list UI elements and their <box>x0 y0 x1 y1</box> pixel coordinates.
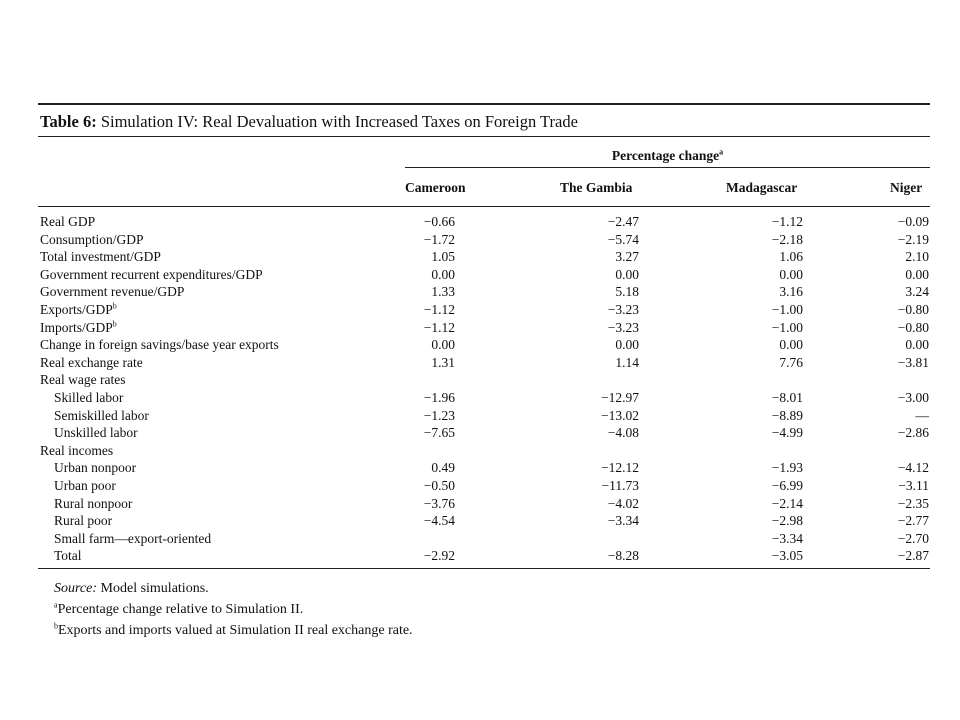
cell-the-gambia: −4.02 <box>607 495 639 511</box>
footnote-b-mark: b <box>54 621 58 631</box>
row-label <box>40 371 125 389</box>
spanner-label: Percentage change <box>611 148 720 163</box>
row-label-text: Real incomes <box>40 442 114 458</box>
column-spanner <box>405 148 930 164</box>
table-top-rule <box>38 103 930 105</box>
table-row <box>0 530 960 548</box>
cell-cameroon: −2.92 <box>423 548 455 564</box>
cell-the-gambia: −11.73 <box>601 478 639 493</box>
row-label <box>54 477 116 495</box>
cell-cameroon: −3.76 <box>423 495 455 511</box>
row-label <box>54 495 132 513</box>
cell-madagascar: −4.99 <box>771 425 803 441</box>
row-label-text: Small farm—export-oriented <box>54 530 212 546</box>
cell-madagascar: −1.00 <box>771 302 803 317</box>
cell-cameroon: −1.72 <box>423 231 455 247</box>
cell-the-gambia: −5.74 <box>607 231 639 247</box>
cell-madagascar: −1.12 <box>771 214 803 229</box>
table-row <box>0 354 960 372</box>
cell-the-gambia: −13.02 <box>601 407 639 423</box>
cell-the-gambia: 0.00 <box>615 337 639 353</box>
row-label <box>40 266 263 284</box>
table-row <box>0 459 960 477</box>
row-label-text: Semiskilled labor <box>54 407 149 423</box>
col-header-madagascar: Madagascar <box>726 180 798 195</box>
col-header-the-gambia: The Gambia <box>560 180 633 195</box>
cell-madagascar: 7.76 <box>779 354 803 370</box>
row-label-text: Rural nonpoor <box>54 495 133 511</box>
row-label <box>54 530 211 548</box>
cell-niger: −0.80 <box>897 302 929 317</box>
table-bottom-rule <box>38 568 930 569</box>
row-label-text: Imports/GDP <box>40 319 113 335</box>
cell-the-gambia: 0.00 <box>615 266 639 282</box>
cell-cameroon: 0.00 <box>431 337 455 353</box>
cell-the-gambia: −12.97 <box>601 390 639 405</box>
row-label <box>40 336 279 354</box>
row-label <box>40 442 113 460</box>
table-caption: Simulation IV: Real Devaluation with Increased Taxes on Foreign Trade <box>100 112 578 131</box>
row-label-text: Urban poor <box>54 478 116 493</box>
row-label-text: Real exchange rate <box>40 354 143 370</box>
table-row <box>0 266 960 284</box>
cell-the-gambia: −3.23 <box>607 302 639 317</box>
table-row <box>0 442 960 460</box>
cell-cameroon: −1.23 <box>423 407 455 423</box>
table-row <box>0 547 960 565</box>
source-label: Source: <box>54 581 98 596</box>
table-row <box>0 512 960 530</box>
cell-niger: −2.77 <box>897 513 929 529</box>
row-label <box>54 459 136 477</box>
row-label <box>40 213 95 231</box>
cell-niger: −3.81 <box>897 354 929 370</box>
cell-cameroon: −1.12 <box>423 319 455 335</box>
row-label <box>40 319 117 337</box>
table-row <box>0 371 960 389</box>
row-label-text: Unskilled labor <box>54 425 138 441</box>
table-row <box>0 495 960 513</box>
row-label <box>40 283 184 301</box>
cell-cameroon: 0.00 <box>431 266 455 282</box>
table-row <box>0 301 960 319</box>
cell-madagascar: −2.18 <box>771 231 803 247</box>
cell-niger: 2.10 <box>905 249 929 265</box>
row-label-text: Government revenue/GDP <box>40 284 185 300</box>
table-row <box>0 283 960 301</box>
col-header-niger: Niger <box>890 180 923 195</box>
cell-madagascar: −3.34 <box>771 530 803 546</box>
source-text: Model simulations. <box>100 581 209 596</box>
footnote-a <box>54 599 413 620</box>
title-rule <box>38 136 930 137</box>
cell-madagascar: −6.99 <box>771 478 803 493</box>
footnote-b-text: Exports and imports valued at Simulation II real exchange rate. <box>58 623 413 638</box>
table-row <box>0 231 960 249</box>
cell-cameroon: −4.54 <box>423 513 455 529</box>
cell-niger: −2.19 <box>897 231 929 247</box>
cell-madagascar: 3.16 <box>779 284 803 300</box>
cell-niger: −3.11 <box>898 478 929 493</box>
cell-madagascar: −8.89 <box>771 407 803 423</box>
row-label-text: Real wage rates <box>40 372 126 388</box>
row-label <box>54 407 149 425</box>
cell-niger: −2.87 <box>897 548 929 564</box>
row-label <box>54 424 138 442</box>
table-row <box>0 319 960 337</box>
cell-madagascar: −3.05 <box>771 548 803 564</box>
cell-cameroon: −0.66 <box>423 214 455 229</box>
cell-cameroon: 1.33 <box>431 284 455 300</box>
cell-cameroon: −7.65 <box>423 425 455 441</box>
footnote-a-text: Percentage change relative to Simulation II. <box>57 602 304 617</box>
table-number: Table 6: <box>40 112 97 131</box>
table-row <box>0 477 960 495</box>
row-label <box>40 301 117 319</box>
spanner-rule <box>405 167 930 168</box>
cell-niger: −0.80 <box>897 319 929 335</box>
cell-the-gambia: 5.18 <box>615 284 639 300</box>
table-row <box>0 248 960 266</box>
row-label <box>40 248 161 266</box>
row-label <box>54 389 123 407</box>
cell-niger: 0.00 <box>905 337 929 353</box>
cell-niger: −2.35 <box>897 495 929 511</box>
cell-cameroon: 1.05 <box>431 249 455 265</box>
cell-the-gambia: −4.08 <box>607 425 639 441</box>
cell-the-gambia: −8.28 <box>607 548 639 564</box>
row-label-text: Change in foreign savings/base year exports <box>40 337 279 353</box>
cell-the-gambia: 3.27 <box>615 249 639 265</box>
row-label <box>54 547 82 565</box>
cell-the-gambia: −12.12 <box>601 460 639 476</box>
table-title <box>40 112 578 132</box>
cell-madagascar: −8.01 <box>771 390 803 405</box>
cell-cameroon: 1.31 <box>431 354 455 370</box>
row-footnote-mark: b <box>112 301 117 311</box>
header-rule <box>38 206 930 207</box>
row-label-text: Total investment/GDP <box>40 249 161 265</box>
cell-niger: −3.00 <box>897 390 929 405</box>
row-label <box>54 512 112 530</box>
row-label-text: Government recurrent expenditures/GDP <box>40 266 263 282</box>
spanner-footnote-mark: a <box>719 147 724 157</box>
cell-niger: −2.70 <box>897 530 929 546</box>
table-row <box>0 336 960 354</box>
cell-cameroon: 0.49 <box>431 460 455 476</box>
row-label-text: Total <box>54 548 82 564</box>
cell-madagascar: −2.14 <box>771 495 803 511</box>
table-row <box>0 407 960 425</box>
row-label <box>40 231 144 249</box>
footnote-a-mark: a <box>54 600 58 610</box>
row-label-text: Real GDP <box>40 214 96 229</box>
table-row <box>0 424 960 442</box>
cell-niger: −2.86 <box>897 425 929 441</box>
cell-cameroon: −1.12 <box>423 302 455 317</box>
col-header-cameroon: Cameroon <box>405 180 466 195</box>
cell-the-gambia: −3.34 <box>607 513 639 529</box>
row-label-text: Consumption/GDP <box>40 231 144 247</box>
cell-the-gambia: −3.23 <box>607 319 639 335</box>
cell-madagascar: 1.06 <box>779 249 803 265</box>
cell-the-gambia: −2.47 <box>607 214 639 229</box>
table-notes <box>54 578 413 641</box>
cell-madagascar: 0.00 <box>779 337 803 353</box>
cell-niger: — <box>915 407 929 423</box>
table-row <box>0 213 960 231</box>
row-label <box>40 354 143 372</box>
row-label-text: Rural poor <box>54 513 113 529</box>
cell-niger: 3.24 <box>905 284 929 300</box>
row-label-text: Exports/GDP <box>40 302 113 317</box>
row-label-text: Skilled labor <box>54 390 124 405</box>
source-note <box>54 578 413 599</box>
footnote-b <box>54 620 413 641</box>
cell-the-gambia: 1.14 <box>615 354 639 370</box>
cell-niger: −0.09 <box>897 214 929 229</box>
cell-niger: 0.00 <box>905 266 929 282</box>
cell-madagascar: −1.93 <box>771 460 803 476</box>
table-row <box>0 389 960 407</box>
row-footnote-mark: b <box>112 319 117 329</box>
cell-madagascar: 0.00 <box>779 266 803 282</box>
cell-cameroon: −1.96 <box>423 390 455 405</box>
cell-madagascar: −2.98 <box>771 513 803 529</box>
row-label-text: Urban nonpoor <box>54 460 137 476</box>
cell-niger: −4.12 <box>897 460 929 476</box>
cell-cameroon: −0.50 <box>423 478 455 493</box>
cell-madagascar: −1.00 <box>771 319 803 335</box>
